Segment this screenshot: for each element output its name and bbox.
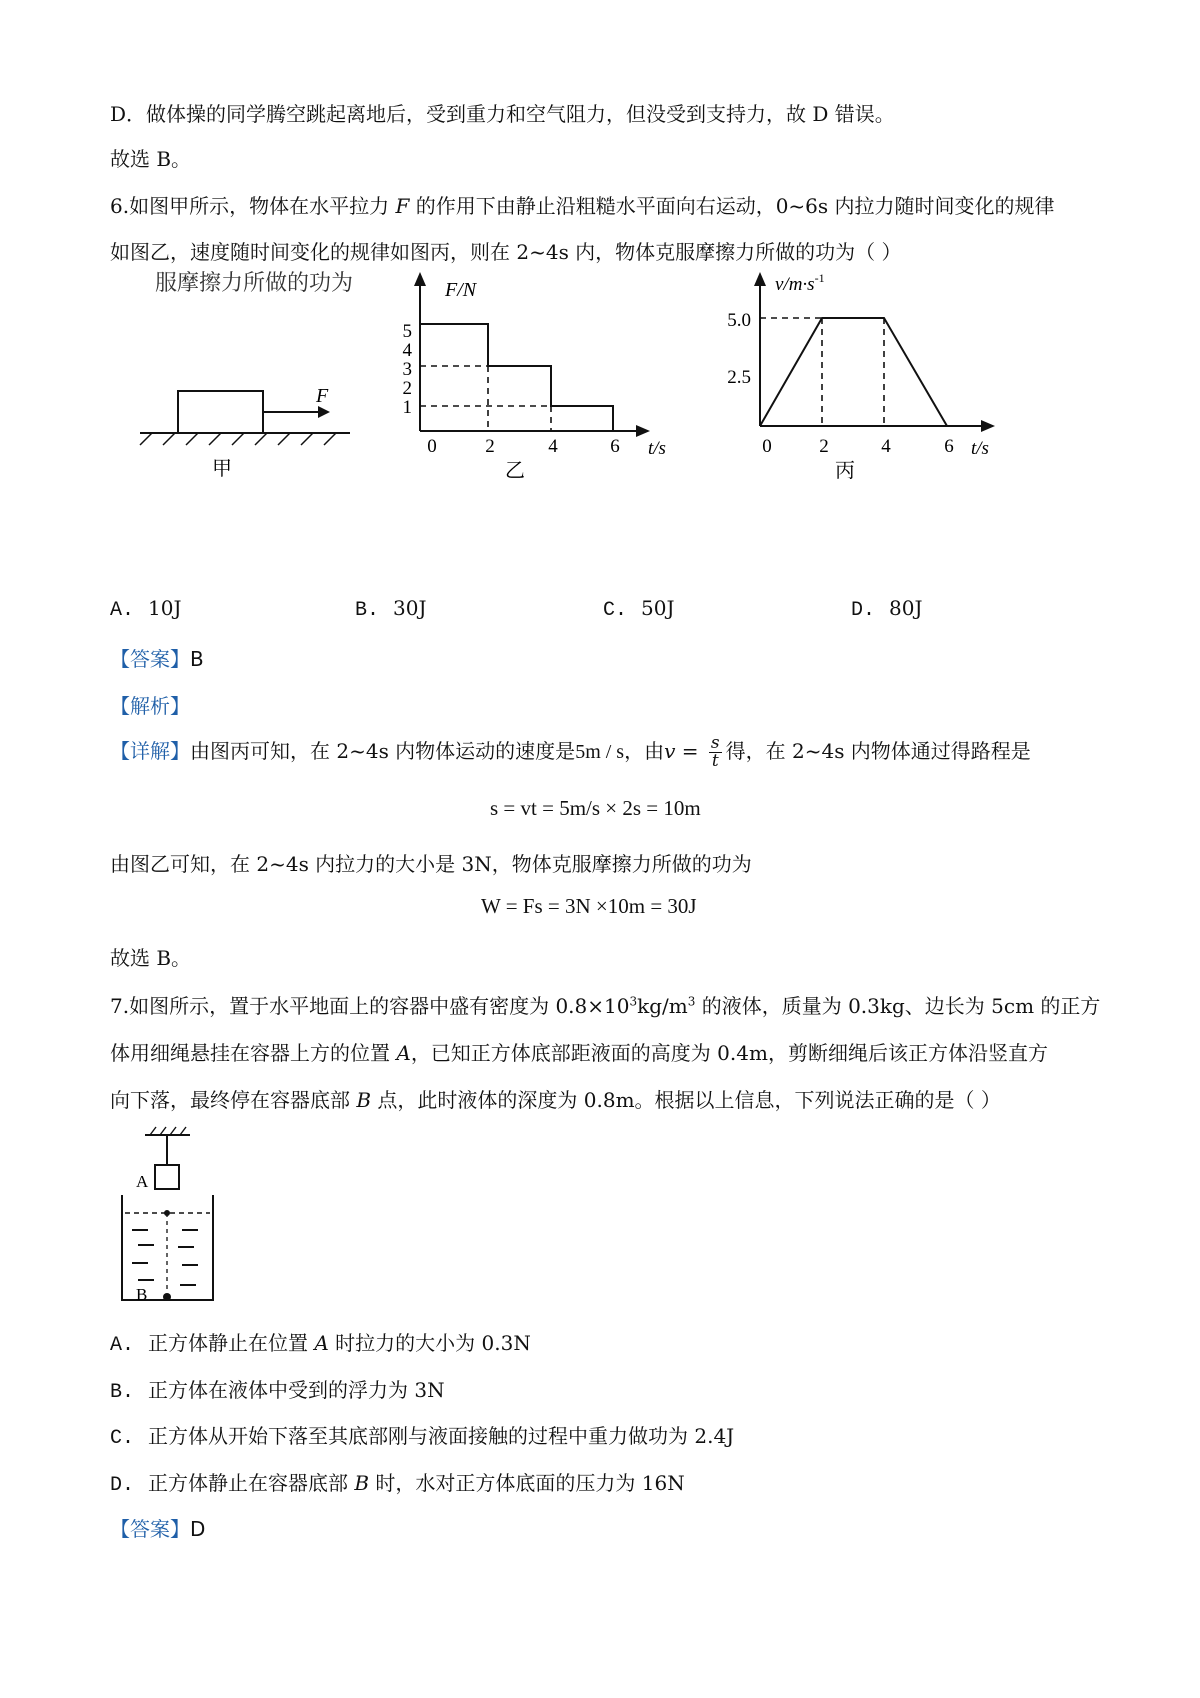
var-v: v (664, 739, 676, 763)
label-b: B (136, 1285, 148, 1304)
question-7-figure (110, 1125, 240, 1310)
option-c (110, 1420, 734, 1450)
answer-value: D (190, 1517, 206, 1541)
surface-point (164, 1210, 170, 1216)
y-tick-5: 5 (402, 321, 412, 342)
text: 向下落，最终停在容器底部 (110, 1088, 357, 1112)
liquid-marks (132, 1230, 198, 1285)
conclusion-text: 故选 B。 (110, 946, 192, 970)
question-7-stem-line-2 (110, 1037, 1048, 1066)
detail-line-2: 由图乙可知，在 2~4s 内拉力的大小是 3N，物体克服摩擦力所做的功为 (110, 852, 752, 876)
figure-overlay-text: 服摩擦力所做的功为 (155, 270, 354, 295)
option-text: 30J (393, 596, 427, 620)
option-d (851, 596, 922, 622)
x-tick-4: 4 (548, 436, 558, 457)
option-key: A. (110, 1334, 135, 1357)
speed-value: 5m / s (575, 741, 625, 763)
ground-hatching (140, 433, 336, 445)
fraction-s-over-t (709, 735, 722, 770)
option-text: 正方体静止在位置 (148, 1331, 315, 1355)
force-step-line (420, 324, 613, 431)
figure-jia (140, 385, 350, 480)
option-a (110, 1327, 531, 1357)
answer-line (110, 643, 204, 672)
text: 的液体，质量为 0.3kg、边长为 5cm 的正方 (695, 994, 1101, 1018)
option-text: 时拉力的大小为 0.3N (328, 1331, 531, 1355)
option-text: 80J (889, 596, 923, 620)
detail-tag: 【详解】 (110, 739, 190, 763)
x-tick-2: 2 (485, 436, 495, 457)
caption-yi: 乙 (505, 460, 525, 482)
option-text: 10J (148, 596, 182, 620)
conclusion-text: 故选 B。 (110, 147, 192, 171)
y-tick-2: 2 (402, 378, 412, 399)
label-a: A (136, 1172, 149, 1191)
answer-tag: 【答案】 (110, 1517, 190, 1541)
velocity-line (760, 318, 947, 426)
caption-jia: 甲 (212, 458, 232, 480)
option-key: D. (110, 1474, 135, 1497)
text: 7.如图所示，置于水平地面上的容器中盛有密度为 0.8×10 (110, 994, 630, 1018)
force-arrow-head (318, 406, 330, 418)
answer-tag: 【答案】 (110, 647, 190, 671)
y-tick-5.0: 5.0 (727, 310, 751, 331)
answer-value: B (190, 647, 204, 671)
option-key: C. (603, 599, 628, 622)
formula-work: W = Fs = 3N ×10m = 30J (481, 894, 697, 918)
ceiling-hatching (150, 1127, 186, 1135)
figure-bing (727, 271, 995, 482)
denominator: t (711, 751, 719, 771)
y-axis-arrow (754, 272, 766, 286)
analysis-tag: 【解析】 (110, 694, 190, 718)
figure-yi (403, 272, 666, 482)
x-axis-arrow (981, 420, 995, 432)
var: B (354, 1471, 370, 1495)
text: 得，在 2~4s 内物体通过得路程是 (725, 739, 1031, 763)
text: kg/m (637, 994, 688, 1018)
option-key: B. (110, 1381, 135, 1404)
x-tick-0: 0 (762, 436, 772, 457)
superscript: 3 (629, 994, 638, 1009)
question-6-figures (0, 260, 1200, 530)
question-7-stem-line-1 (110, 990, 1100, 1019)
question-7-stem-line-3 (110, 1084, 1001, 1113)
y-axis-arrow (414, 272, 426, 286)
guide-dashes (760, 318, 884, 426)
option-text: 时，水对正方体底面的压力为 16N (369, 1471, 685, 1495)
block (178, 391, 263, 433)
x-tick-6: 6 (944, 436, 954, 457)
var: A (314, 1331, 329, 1355)
option-b (355, 596, 426, 622)
question-6-stem-line-1 (110, 190, 1055, 219)
y-tick-3: 3 (402, 359, 412, 380)
x-tick-2: 2 (819, 436, 829, 457)
numerator: s (710, 733, 720, 753)
formula-distance: s = vt = 5m/s × 2s = 10m (490, 796, 701, 820)
option-a (110, 596, 181, 622)
superscript: 3 (687, 994, 696, 1009)
y-tick-2.5: 2.5 (727, 367, 751, 388)
option-key: D. (851, 599, 876, 622)
detail-line (110, 735, 1031, 770)
answer-line (110, 1513, 205, 1542)
question-6-stem-line-2: 如图乙，速度随时间变化的规律如图丙，则在 2~4s 内，物体克服摩擦力所做的功为（ ） (110, 240, 902, 264)
x-axis-label: t/s (971, 438, 989, 459)
text: ，已知正方体底部距液面的高度为 0.4m，剪断细绳后该正方体沿竖直方 (410, 1041, 1048, 1065)
cube-at-a (155, 1165, 179, 1189)
text: 点，此时液体的深度为 0.8m。根据以上信息，下列说法正确的是（ ） (371, 1088, 1001, 1112)
text: 6.如图甲所示，物体在水平拉力 (110, 194, 396, 218)
option-d (110, 1467, 685, 1497)
var-b: B (356, 1088, 372, 1112)
option-text: 50J (641, 596, 675, 620)
option-key: C. (110, 1427, 135, 1450)
option-c (603, 596, 674, 622)
y-tick-4: 4 (402, 340, 412, 361)
y-axis-label: $v/m\cdot s^{-1}$ (775, 271, 825, 295)
text: ，由 (624, 739, 665, 763)
point-b (163, 1293, 171, 1301)
option-text: 正方体静止在容器底部 (148, 1471, 355, 1495)
force-label: F (316, 385, 329, 407)
guide-dashes (420, 366, 551, 431)
option-d-explanation: D．做体操的同学腾空跳起离地后，受到重力和空气阻力，但没受到支持力，故 D 错误。 (110, 102, 895, 126)
option-b (110, 1374, 445, 1404)
option-key: B. (355, 599, 380, 622)
option-text: 正方体在液体中受到的浮力为 3N (148, 1378, 445, 1402)
x-tick-0: 0 (427, 436, 437, 457)
caption-bing: 丙 (835, 460, 855, 482)
equals: = (675, 739, 705, 763)
option-text: 正方体从开始下落至其底部刚与液面接触的过程中重力做功为 2.4J (148, 1424, 735, 1448)
option-key: A. (110, 599, 135, 622)
y-tick-1: 1 (402, 397, 412, 418)
x-axis-label: t/s (648, 438, 666, 459)
x-axis-arrow (636, 425, 650, 437)
text: 由图丙可知，在 2~4s 内物体运动的速度是 (190, 739, 576, 763)
text: 的作用下由静止沿粗糙水平面向右运动，0~6s 内拉力随时间变化的规律 (409, 194, 1055, 218)
y-axis-label: F/N (445, 279, 477, 301)
x-tick-6: 6 (610, 436, 620, 457)
x-tick-4: 4 (881, 436, 891, 457)
var-f: F (395, 194, 410, 218)
var-a: A (396, 1041, 411, 1065)
text: 体用细绳悬挂在容器上方的位置 (110, 1041, 397, 1065)
